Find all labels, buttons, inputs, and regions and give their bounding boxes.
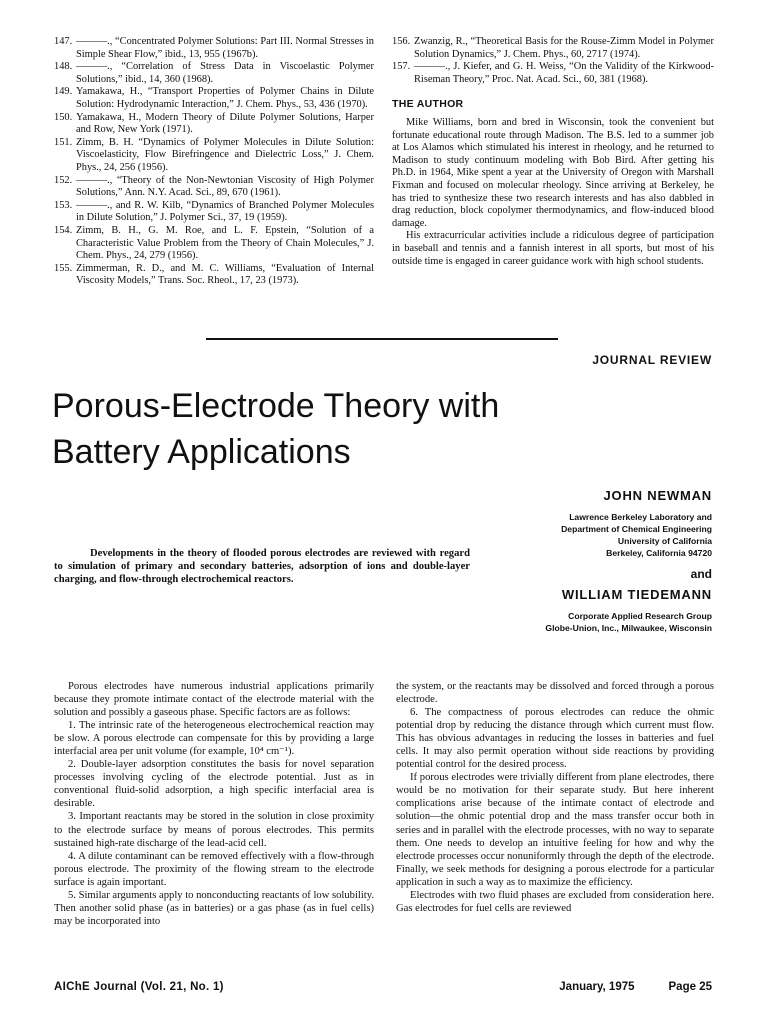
- body-paragraph: 3. Important reactants may be stored in the solution in close proximity to the electrode surface by means of porous electrodes. This permits sustained high-rate discharge of the lead-acid cell.: [54, 811, 374, 849]
- reference-item: 149. Yamakawa, H., “Transport Properties of Polymer Chains in Dilute Solution: Hydrodynamic Interaction,” J. Chem. Phys., 53, 436 (1970).: [54, 86, 374, 110]
- reference-item: 147. ———., “Concentrated Polymer Solutions: Part III. Normal Stresses in Simple Shear Flow,” ibid., 13, 955 (1967b).: [54, 36, 374, 60]
- reference-item: 148. ———., “Correlation of Stress Data in Viscoelastic Polymer Solutions,” ibid., 14, 360 (1968).: [54, 61, 374, 85]
- reference-item: 151. Zimm, B. H. “Dynamics of Polymer Molecules in Dilute Solution: Viscoelasticity, Flow Birefringence and Dielectric Loss,” J. Chem. Phys., 24, 256 (1956).: [54, 136, 374, 173]
- body-paragraph: 4. A dilute contaminant can be removed effectively with a flow-through porous electrode. The proximity of the flowing stream to the electrode surface is again important.: [54, 850, 374, 888]
- author-affiliation: Lawrence Berkeley Laboratory and Department of Chemical Engineering University of California Berkeley, California 94720: [561, 512, 712, 558]
- body-paragraph: Porous electrodes have numerous industrial applications primarily because they promote intimate contact of the electrode material with the solution and possibly a gaseous phase. Specific factors are as follows:: [54, 681, 374, 719]
- the-author-heading: THE AUTHOR: [392, 98, 464, 111]
- author-name: JOHN NEWMAN: [603, 488, 712, 503]
- author-affiliation: Corporate Applied Research Group Globe-Union, Inc., Milwaukee, Wisconsin: [545, 611, 712, 633]
- reference-item: 153. ———., and R. W. Kilb, “Dynamics of Branched Polymer Molecules in Dilute Solution,” J. Polymer Sci., 37, 19 (1959).: [54, 199, 374, 224]
- body-column-right: [396, 680, 714, 915]
- page-footer: [559, 981, 712, 993]
- article-title: Porous-Electrode Theory with Battery Applications: [52, 387, 500, 471]
- reference-item: 150. Yamakawa, H., Modern Theory of Dilute Polymer Solutions, Harper and Row, New York (1971).: [54, 111, 374, 136]
- references-left: [54, 36, 374, 288]
- references-right: [392, 36, 714, 268]
- body-paragraph: 5. Similar arguments apply to nonconducting reactants of low solubility. Then another solid phase (as in batteries) or a gas phase (as in fuel cells) may be incorporated into: [54, 889, 374, 927]
- reference-item: 157. ———., J. Kiefer, and G. H. Weiss, “On the Validity of the Kirkwood-Riseman Theory,” Proc. Nat. Acad. Sci., 60, 381 (1968).: [392, 61, 714, 85]
- body-paragraph: 1. The intrinsic rate of the heterogeneous electrochemical reaction may be slow. A porous electrode can compensate for this by providing a large interfacial area per unit volume (for example, 10⁴ cm⁻¹).: [54, 720, 374, 758]
- body-column-left: [54, 680, 374, 928]
- author-bio-paragraph: His extracurricular activities include a ridiculous degree of participation in baseball and tennis and a fannish interest in all sports, but most of his outside time is engaged in career guidance work with high school students.: [392, 230, 714, 267]
- section-divider: [206, 338, 558, 340]
- author-bio-paragraph: Mike Williams, born and bred in Wisconsin, took the convenient but fortunate educational route through Madison. The B.S. led to a summer job at Los Alamos which stimulated his interest in rheology, and he returned to Madison to study continuum modeling with Bob Bird. After getting his Ph.D. in 1964, Mike spent a year at the University of Oregon with Marshall Fixman and focused on molecular rheology. Since arriving at Berkeley, he has tried to synthesize these two research interests and has also dabbled in drag reduction, block copolymer thermodynamics, and flow-induced blood damage.: [392, 116, 714, 229]
- body-paragraph: If porous electrodes were trivially different from plane electrodes, there would be no motivation for their separate study. But here inherent complications arise because of the intimate contact of electrode and solution—the ohmic potential drop and the mass transfer occur both in series and in parallel with the electrode processes, with no way to separate them. One needs to develop an intuitive feeling for how and why the electrode processes occur nonuniformly through the depth of the electrode. Finally, we seek methods for designing a porous electrode for a particular application in such a way as to maximize the efficiency.: [396, 772, 714, 888]
- page-number: Page 25: [668, 981, 712, 993]
- body-paragraph: 6. The compactness of porous electrodes can reduce the ohmic potential drop by reducing the distance through which current must flow. This has obvious advantages in reducing the losses in batteries and fuel cells. It may also permit operation without side reactions by providing potential control for the desired process.: [396, 707, 714, 771]
- issue-date: January, 1975: [559, 981, 635, 993]
- article-abstract: Developments in the theory of flooded porous electrodes are reviewed with regard to simulation of primary and secondary batteries, adsorption of ions and double-layer charging, and flow-through electrochemical reactors.: [54, 547, 470, 585]
- body-paragraph: the system, or the reactants may be dissolved and forced through a porous electrode.: [396, 681, 714, 706]
- reference-item: 154. Zimm, B. H., G. M. Roe, and L. F. Epstein, “Solution of a Characteristic Value Problem from the Theory of Chain Molecules,” J. Chem. Phys., 24, 279 (1956).: [54, 224, 374, 262]
- author-conjunction: and: [690, 567, 712, 581]
- reference-item: 155. Zimmerman, R. D., and M. C. Williams, “Evaluation of Internal Viscosity Models,” Trans. Soc. Rheol., 17, 23 (1973).: [54, 262, 374, 287]
- body-paragraph: Electrodes with two fluid phases are excluded from consideration here. Gas electrodes for fuel cells are reviewed: [396, 889, 714, 914]
- author-name: WILLIAM TIEDEMANN: [561, 587, 712, 602]
- section-label: JOURNAL REVIEW: [592, 353, 712, 367]
- reference-item: 156. Zwanzig, R., “Theoretical Basis for the Rouse-Zimm Model in Polymer Solution Dynamics,” J. Chem. Phys., 60, 2717 (1974).: [392, 36, 714, 60]
- reference-item: 152. ———., “Theory of the Non-Newtonian Viscosity of High Polymer Solutions,” Ann. N.Y. Acad. Sci., 89, 670 (1961).: [54, 174, 374, 199]
- body-paragraph: 2. Double-layer adsorption constitutes the basis for novel separation processes involving cycling of the electrode potential. Just as in conventional fluid-solid adsorption, a high specific interfacial area is desirable.: [54, 759, 374, 810]
- journal-footer: AIChE Journal (Vol. 21, No. 1): [54, 981, 224, 993]
